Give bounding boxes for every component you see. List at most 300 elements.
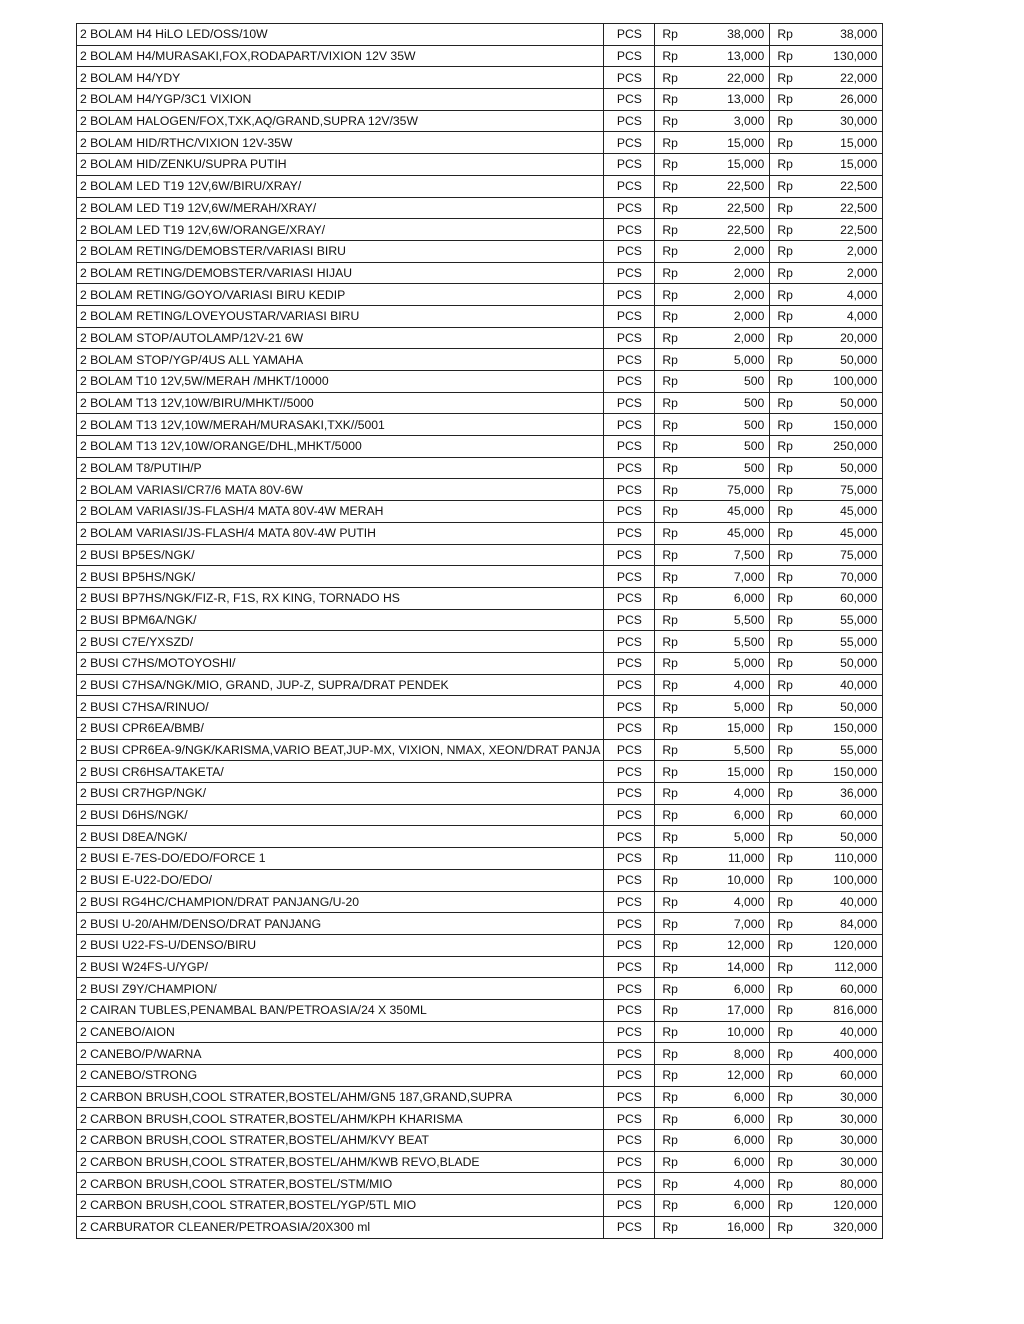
item-name-cell: 2 CARBON BRUSH,COOL STRATER,BOSTEL/AHM/KPH KHARISMA [77, 1108, 604, 1130]
price-cell [655, 609, 770, 631]
total-cell [770, 978, 883, 1000]
unit-cell: PCS [604, 587, 655, 609]
price-cell [655, 1108, 770, 1130]
item-name-cell: 2 CARBON BRUSH,COOL STRATER,BOSTEL/STM/MIO [77, 1173, 604, 1195]
total-amount: 55,000 [840, 634, 878, 649]
price-currency: Rp [662, 1024, 678, 1039]
price-amount: 5,000 [733, 352, 765, 367]
total-amount: 20,000 [840, 330, 878, 345]
unit-cell: PCS [604, 869, 655, 891]
item-name-cell: 2 BUSI U-20/AHM/DENSO/DRAT PANJANG [77, 913, 604, 935]
unit-cell: PCS [604, 132, 655, 154]
unit-cell: PCS [604, 1108, 655, 1130]
price-currency: Rp [662, 786, 678, 801]
total-cell [770, 739, 883, 761]
item-name-cell: 2 BUSI Z9Y/CHAMPION/ [77, 978, 604, 1000]
price-amount: 7,000 [733, 569, 765, 584]
price-currency: Rp [662, 938, 678, 953]
total-amount: 120,000 [833, 938, 878, 953]
table-row [77, 240, 883, 262]
total-amount: 150,000 [833, 417, 878, 432]
total-cell [770, 1216, 883, 1238]
total-currency: Rp [777, 49, 793, 64]
price-cell [655, 761, 770, 783]
total-currency: Rp [777, 1111, 793, 1126]
total-currency: Rp [777, 916, 793, 931]
total-cell [770, 956, 883, 978]
price-currency: Rp [662, 591, 678, 606]
price-currency: Rp [662, 244, 678, 259]
price-cell [655, 1151, 770, 1173]
price-currency: Rp [662, 873, 678, 888]
price-amount: 6,000 [733, 1198, 765, 1213]
item-name-cell: 2 BUSI C7E/YXSZD/ [77, 631, 604, 653]
price-cell [655, 544, 770, 566]
price-currency: Rp [662, 200, 678, 215]
unit-cell: PCS [604, 804, 655, 826]
price-currency: Rp [662, 135, 678, 150]
total-amount: 100,000 [833, 873, 878, 888]
price-amount: 500 [744, 439, 765, 454]
total-currency: Rp [777, 1155, 793, 1170]
unit-cell: PCS [604, 696, 655, 718]
price-cell [655, 175, 770, 197]
total-amount: 45,000 [840, 526, 878, 541]
unit-cell: PCS [604, 848, 655, 870]
price-amount: 6,000 [733, 981, 765, 996]
total-currency: Rp [777, 374, 793, 389]
total-cell [770, 89, 883, 111]
total-amount: 4,000 [846, 309, 878, 324]
total-currency: Rp [777, 330, 793, 345]
price-amount: 4,000 [733, 786, 765, 801]
price-amount: 6,000 [733, 1111, 765, 1126]
total-cell [770, 566, 883, 588]
total-cell [770, 891, 883, 913]
total-amount: 2,000 [846, 244, 878, 259]
price-currency: Rp [662, 27, 678, 42]
total-currency: Rp [777, 1068, 793, 1083]
unit-cell: PCS [604, 891, 655, 913]
total-currency: Rp [777, 873, 793, 888]
price-amount: 4,000 [733, 1176, 765, 1191]
total-currency: Rp [777, 352, 793, 367]
price-amount: 15,000 [727, 135, 765, 150]
unit-cell: PCS [604, 89, 655, 111]
table-row [77, 24, 883, 46]
table-row [77, 305, 883, 327]
price-amount: 14,000 [727, 959, 765, 974]
total-cell [770, 826, 883, 848]
table-row [77, 848, 883, 870]
price-currency: Rp [662, 1068, 678, 1083]
table-row [77, 175, 883, 197]
item-name-cell: 2 BUSI CPR6EA/BMB/ [77, 718, 604, 740]
item-name-cell: 2 BUSI BP5ES/NGK/ [77, 544, 604, 566]
price-amount: 11,000 [727, 851, 765, 866]
table-row [77, 132, 883, 154]
price-cell [655, 45, 770, 67]
item-name-cell: 2 BUSI E-U22-DO/EDO/ [77, 869, 604, 891]
price-cell [655, 934, 770, 956]
unit-cell: PCS [604, 1151, 655, 1173]
total-cell [770, 696, 883, 718]
price-amount: 15,000 [727, 764, 765, 779]
price-currency: Rp [662, 482, 678, 497]
total-amount: 30,000 [840, 1133, 878, 1148]
price-amount: 2,000 [733, 330, 765, 345]
price-currency: Rp [662, 612, 678, 627]
price-currency: Rp [662, 677, 678, 692]
item-name-cell: 2 BOLAM RETING/DEMOBSTER/VARIASI HIJAU [77, 262, 604, 284]
total-amount: 70,000 [840, 569, 878, 584]
unit-cell: PCS [604, 371, 655, 393]
table-row [77, 891, 883, 913]
item-name-cell: 2 CAIRAN TUBLES,PENAMBAL BAN/PETROASIA/24 X 350ML [77, 999, 604, 1021]
price-amount: 500 [744, 417, 765, 432]
unit-cell: PCS [604, 934, 655, 956]
item-name-cell: 2 CARBON BRUSH,COOL STRATER,BOSTEL/AHM/KWB REVO,BLADE [77, 1151, 604, 1173]
unit-cell: PCS [604, 826, 655, 848]
unit-cell: PCS [604, 414, 655, 436]
unit-cell: PCS [604, 913, 655, 935]
price-cell [655, 652, 770, 674]
price-cell [655, 67, 770, 89]
item-name-cell: 2 BOLAM H4 HiLO LED/OSS/10W [77, 24, 604, 46]
total-currency: Rp [777, 482, 793, 497]
total-cell [770, 154, 883, 176]
total-currency: Rp [777, 1003, 793, 1018]
total-amount: 50,000 [840, 461, 878, 476]
price-currency: Rp [662, 504, 678, 519]
total-currency: Rp [777, 591, 793, 606]
price-currency: Rp [662, 1220, 678, 1235]
item-name-cell: 2 BOLAM T8/PUTIH/P [77, 457, 604, 479]
unit-cell: PCS [604, 1065, 655, 1087]
price-amount: 5,000 [733, 699, 765, 714]
price-cell [655, 674, 770, 696]
total-currency: Rp [777, 764, 793, 779]
price-currency: Rp [662, 114, 678, 129]
price-cell [655, 154, 770, 176]
table-row [77, 1173, 883, 1195]
price-cell [655, 1043, 770, 1065]
total-cell [770, 132, 883, 154]
item-name-cell: 2 CANEBO/AION [77, 1021, 604, 1043]
price-cell [655, 240, 770, 262]
price-cell [655, 522, 770, 544]
price-amount: 13,000 [727, 92, 765, 107]
item-name-cell: 2 BOLAM T13 12V,10W/MERAH/MURASAKI,TXK//5001 [77, 414, 604, 436]
total-cell [770, 999, 883, 1021]
total-amount: 2,000 [846, 265, 878, 280]
item-name-cell: 2 BOLAM LED T19 12V,6W/MERAH/XRAY/ [77, 197, 604, 219]
total-currency: Rp [777, 200, 793, 215]
total-currency: Rp [777, 114, 793, 129]
total-currency: Rp [777, 1133, 793, 1148]
total-amount: 22,000 [840, 70, 878, 85]
unit-cell: PCS [604, 1216, 655, 1238]
unit-cell: PCS [604, 956, 655, 978]
unit-cell: PCS [604, 1130, 655, 1152]
unit-cell: PCS [604, 544, 655, 566]
price-currency: Rp [662, 396, 678, 411]
unit-cell: PCS [604, 197, 655, 219]
item-name-cell: 2 BOLAM RETING/LOVEYOUSTAR/VARIASI BIRU [77, 305, 604, 327]
price-currency: Rp [662, 547, 678, 562]
price-amount: 45,000 [727, 504, 765, 519]
price-cell [655, 284, 770, 306]
item-name-cell: 2 BUSI CPR6EA-9/NGK/KARISMA,VARIO BEAT,JUP-MX, VIXION, NMAX, XEON/DRAT PANJA [77, 739, 604, 761]
total-amount: 40,000 [840, 677, 878, 692]
price-cell [655, 392, 770, 414]
total-amount: 36,000 [840, 786, 878, 801]
total-currency: Rp [777, 179, 793, 194]
table-row [77, 566, 883, 588]
total-currency: Rp [777, 287, 793, 302]
table-row [77, 999, 883, 1021]
price-amount: 6,000 [733, 808, 765, 823]
price-amount: 7,000 [733, 916, 765, 931]
table-row [77, 826, 883, 848]
table-row [77, 1130, 883, 1152]
item-name-cell: 2 BUSI U22-FS-U/DENSO/BIRU [77, 934, 604, 956]
total-cell [770, 544, 883, 566]
price-amount: 5,000 [733, 829, 765, 844]
total-cell [770, 392, 883, 414]
unit-cell: PCS [604, 457, 655, 479]
total-amount: 40,000 [840, 1024, 878, 1039]
table-row [77, 436, 883, 458]
price-cell [655, 783, 770, 805]
total-amount: 30,000 [840, 1111, 878, 1126]
unit-cell: PCS [604, 240, 655, 262]
price-currency: Rp [662, 981, 678, 996]
price-amount: 500 [744, 396, 765, 411]
total-cell [770, 414, 883, 436]
unit-cell: PCS [604, 436, 655, 458]
price-cell [655, 110, 770, 132]
price-cell [655, 1021, 770, 1043]
item-name-cell: 2 CARBON BRUSH,COOL STRATER,BOSTEL/AHM/GN5 187,GRAND,SUPRA [77, 1086, 604, 1108]
item-name-cell: 2 BOLAM STOP/YGP/4US ALL YAMAHA [77, 349, 604, 371]
total-currency: Rp [777, 504, 793, 519]
total-amount: 45,000 [840, 504, 878, 519]
table-row [77, 110, 883, 132]
total-cell [770, 1065, 883, 1087]
price-amount: 4,000 [733, 894, 765, 909]
unit-cell: PCS [604, 349, 655, 371]
total-cell [770, 45, 883, 67]
price-amount: 13,000 [727, 49, 765, 64]
unit-cell: PCS [604, 761, 655, 783]
total-cell [770, 349, 883, 371]
unit-cell: PCS [604, 1086, 655, 1108]
total-amount: 15,000 [840, 135, 878, 150]
table-row [77, 544, 883, 566]
total-amount: 400,000 [833, 1046, 878, 1061]
price-currency: Rp [662, 526, 678, 541]
price-amount: 22,000 [727, 70, 765, 85]
item-name-cell: 2 BUSI BP5HS/NGK/ [77, 566, 604, 588]
total-currency: Rp [777, 699, 793, 714]
total-currency: Rp [777, 461, 793, 476]
price-currency: Rp [662, 1111, 678, 1126]
total-currency: Rp [777, 634, 793, 649]
item-name-cell: 2 BOLAM VARIASI/CR7/6 MATA 80V-6W [77, 479, 604, 501]
unit-cell: PCS [604, 1043, 655, 1065]
table-row [77, 327, 883, 349]
table-row [77, 956, 883, 978]
unit-cell: PCS [604, 783, 655, 805]
price-currency: Rp [662, 656, 678, 671]
price-currency: Rp [662, 764, 678, 779]
price-amount: 2,000 [733, 287, 765, 302]
price-amount: 12,000 [727, 938, 765, 953]
price-cell [655, 696, 770, 718]
unit-cell: PCS [604, 501, 655, 523]
item-name-cell: 2 CARBON BRUSH,COOL STRATER,BOSTEL/YGP/5TL MIO [77, 1195, 604, 1217]
price-currency: Rp [662, 417, 678, 432]
total-cell [770, 457, 883, 479]
total-currency: Rp [777, 894, 793, 909]
price-currency: Rp [662, 179, 678, 194]
unit-cell: PCS [604, 999, 655, 1021]
price-cell [655, 1086, 770, 1108]
unit-cell: PCS [604, 67, 655, 89]
table-row [77, 978, 883, 1000]
price-currency: Rp [662, 1176, 678, 1191]
table-row [77, 674, 883, 696]
price-cell [655, 327, 770, 349]
price-cell [655, 262, 770, 284]
total-amount: 4,000 [846, 287, 878, 302]
price-list-body [77, 24, 883, 1239]
total-currency: Rp [777, 1090, 793, 1105]
unit-cell: PCS [604, 718, 655, 740]
price-amount: 2,000 [733, 244, 765, 259]
unit-cell: PCS [604, 284, 655, 306]
price-currency: Rp [662, 157, 678, 172]
total-amount: 150,000 [833, 721, 878, 736]
table-row [77, 414, 883, 436]
price-amount: 22,500 [727, 222, 765, 237]
price-cell [655, 24, 770, 46]
price-amount: 22,500 [727, 200, 765, 215]
price-amount: 4,000 [733, 677, 765, 692]
table-row [77, 479, 883, 501]
total-currency: Rp [777, 959, 793, 974]
total-amount: 40,000 [840, 894, 878, 909]
price-cell [655, 718, 770, 740]
total-amount: 38,000 [840, 27, 878, 42]
price-amount: 15,000 [727, 157, 765, 172]
price-cell [655, 349, 770, 371]
total-cell [770, 1173, 883, 1195]
price-cell [655, 587, 770, 609]
total-cell [770, 24, 883, 46]
total-cell [770, 1043, 883, 1065]
table-row [77, 219, 883, 241]
unit-cell: PCS [604, 219, 655, 241]
total-amount: 112,000 [834, 959, 878, 974]
table-row [77, 1151, 883, 1173]
item-name-cell: 2 BOLAM STOP/AUTOLAMP/12V-21 6W [77, 327, 604, 349]
total-amount: 150,000 [833, 764, 878, 779]
item-name-cell: 2 BOLAM VARIASI/JS-FLASH/4 MATA 80V-4W PUTIH [77, 522, 604, 544]
item-name-cell: 2 BOLAM T10 12V,5W/MERAH /MHKT/10000 [77, 371, 604, 393]
price-currency: Rp [662, 808, 678, 823]
price-amount: 2,000 [733, 309, 765, 324]
total-cell [770, 1086, 883, 1108]
table-row [77, 371, 883, 393]
total-currency: Rp [777, 157, 793, 172]
table-row [77, 718, 883, 740]
total-amount: 75,000 [840, 547, 878, 562]
total-amount: 55,000 [840, 612, 878, 627]
price-currency: Rp [662, 1133, 678, 1148]
total-cell [770, 522, 883, 544]
price-cell [655, 1195, 770, 1217]
item-name-cell: 2 BOLAM H4/YDY [77, 67, 604, 89]
price-cell [655, 956, 770, 978]
total-currency: Rp [777, 786, 793, 801]
total-currency: Rp [777, 265, 793, 280]
price-currency: Rp [662, 916, 678, 931]
item-name-cell: 2 BOLAM T13 12V,10W/BIRU/MHKT//5000 [77, 392, 604, 414]
total-amount: 84,000 [840, 916, 878, 931]
total-amount: 30,000 [840, 1155, 878, 1170]
item-name-cell: 2 CANEBO/STRONG [77, 1065, 604, 1087]
total-cell [770, 219, 883, 241]
table-row [77, 1086, 883, 1108]
total-amount: 50,000 [840, 352, 878, 367]
item-name-cell: 2 BOLAM RETING/DEMOBSTER/VARIASI BIRU [77, 240, 604, 262]
table-row [77, 67, 883, 89]
total-currency: Rp [777, 1046, 793, 1061]
unit-cell: PCS [604, 652, 655, 674]
item-name-cell: 2 BOLAM H4/YGP/3C1 VIXION [77, 89, 604, 111]
unit-cell: PCS [604, 479, 655, 501]
price-amount: 5,000 [733, 656, 765, 671]
total-currency: Rp [777, 244, 793, 259]
item-name-cell: 2 BUSI CR6HSA/TAKETA/ [77, 761, 604, 783]
total-currency: Rp [777, 981, 793, 996]
price-cell [655, 1216, 770, 1238]
total-amount: 26,000 [840, 92, 878, 107]
price-currency: Rp [662, 829, 678, 844]
total-cell [770, 609, 883, 631]
item-name-cell: 2 BOLAM H4/MURASAKI,FOX,RODAPART/VIXION 12V 35W [77, 45, 604, 67]
item-name-cell: 2 CARBON BRUSH,COOL STRATER,BOSTEL/AHM/KVY BEAT [77, 1130, 604, 1152]
price-currency: Rp [662, 721, 678, 736]
unit-cell: PCS [604, 392, 655, 414]
total-currency: Rp [777, 309, 793, 324]
price-cell [655, 479, 770, 501]
price-cell [655, 978, 770, 1000]
price-currency: Rp [662, 265, 678, 280]
total-amount: 75,000 [840, 482, 878, 497]
price-cell [655, 804, 770, 826]
price-cell [655, 891, 770, 913]
price-cell [655, 457, 770, 479]
total-currency: Rp [777, 396, 793, 411]
total-amount: 80,000 [840, 1176, 878, 1191]
table-row [77, 783, 883, 805]
total-currency: Rp [777, 743, 793, 758]
total-cell [770, 783, 883, 805]
item-name-cell: 2 BUSI W24FS-U/YGP/ [77, 956, 604, 978]
